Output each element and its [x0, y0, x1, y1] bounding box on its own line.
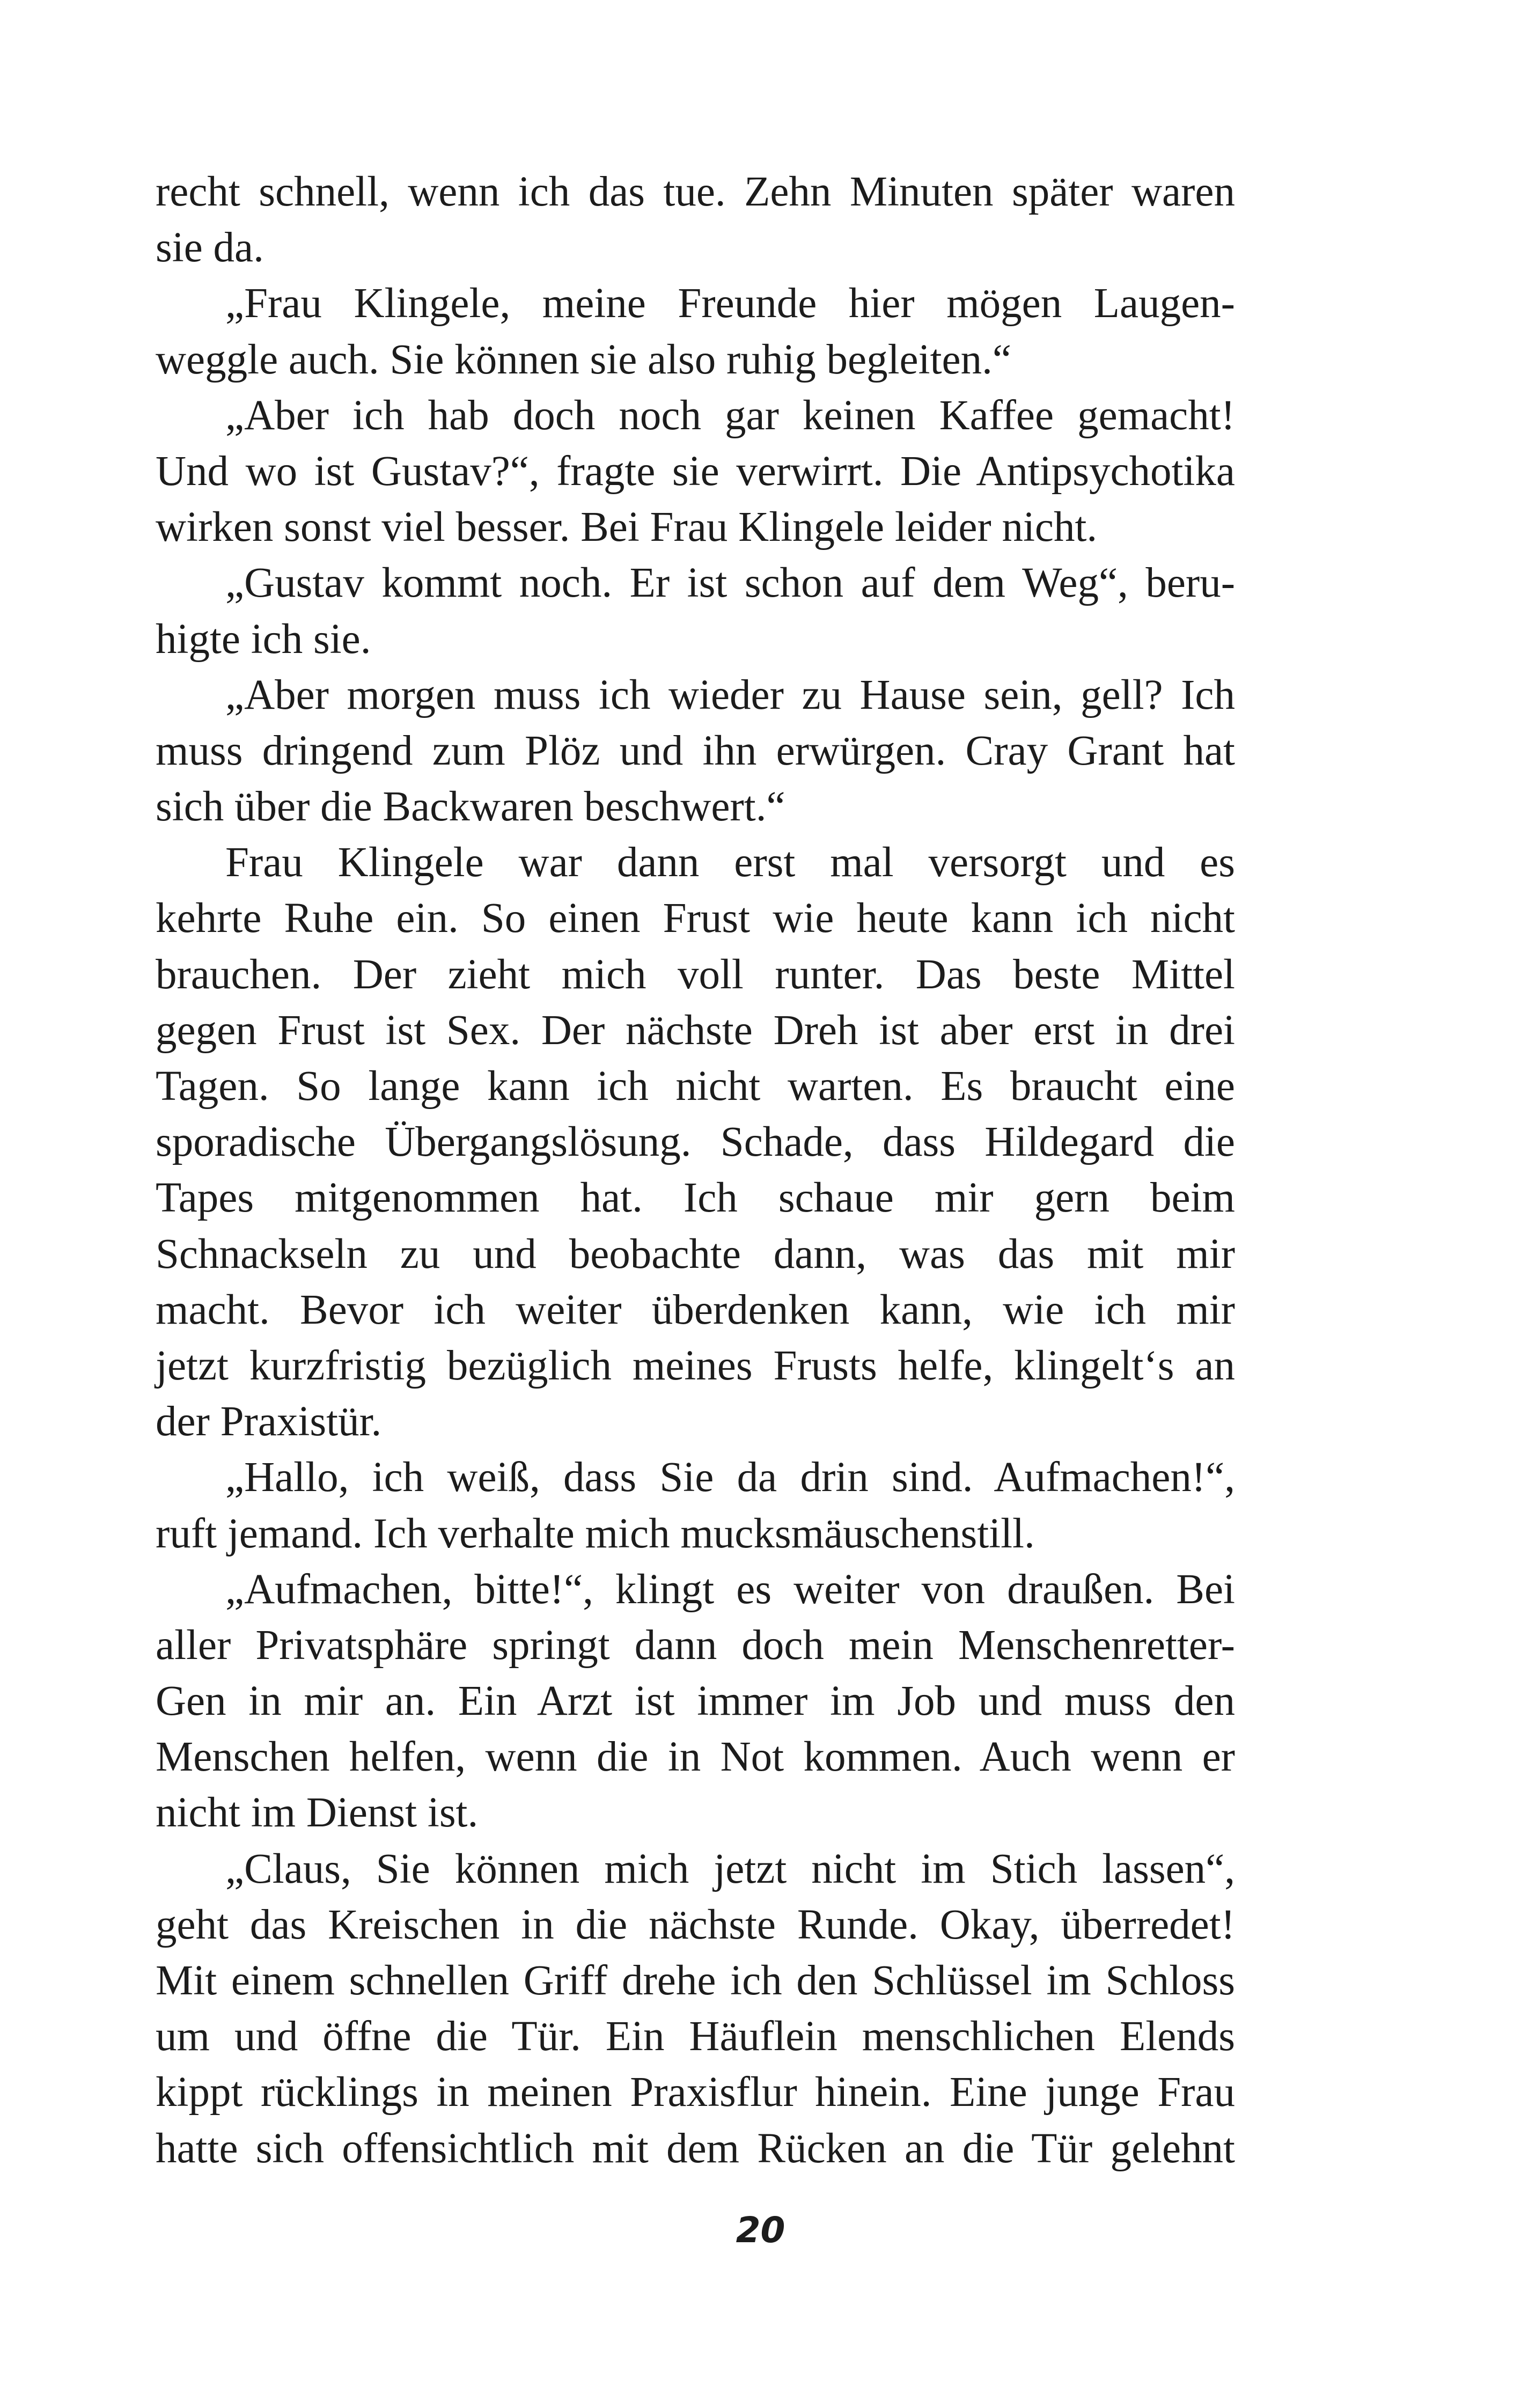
text-line: „Aber morgen muss ich wieder zu Hause sein, gell? Ich — [225, 671, 1235, 718]
text-line: Frau Klingele war dann erst mal versorgt und es — [225, 839, 1235, 886]
text-line: Menschen helfen, wenn die in Not kommen. Auch wenn er — [156, 1734, 1235, 1781]
text-line: sie da. — [156, 224, 264, 271]
text-line: jetzt kurzfristig bezüglich meines Frusts helfe, klingelt‘s an — [156, 1342, 1235, 1389]
text-line: wirken sonst viel besser. Bei Frau Klingele leider nicht. — [156, 504, 1098, 551]
text-line: „Gustav kommt noch. Er ist schon auf dem Weg“, beru- — [225, 560, 1235, 607]
page-number: 20 — [736, 2209, 785, 2251]
text-line: recht schnell, wenn ich das tue. Zehn Minuten später waren — [156, 168, 1235, 215]
text-line: higte ich sie. — [156, 615, 371, 663]
text-line: Schnackseln zu und beobachte dann, was das mit mir — [156, 1230, 1235, 1278]
text-line: Gen in mir an. Ein Arzt ist immer im Job und muss den — [156, 1678, 1235, 1725]
text-line: ruft jemand. Ich verhalte mich mucksmäuschenstill. — [156, 1510, 1035, 1557]
text-line: um und öffne die Tür. Ein Häuflein menschlichen Elends — [156, 2013, 1235, 2060]
text-line: brauchen. Der zieht mich voll runter. Das beste Mittel — [156, 951, 1235, 998]
text-line: geht das Kreischen in die nächste Runde. Okay, überredet! — [156, 1901, 1235, 1948]
text-line: Mit einem schnellen Griff drehe ich den Schlüssel im Schloss — [156, 1957, 1235, 2004]
text-line: kippt rücklings in meinen Praxisflur hinein. Eine junge Frau — [156, 2069, 1235, 2116]
text-line: macht. Bevor ich weiter überdenken kann, wie ich mir — [156, 1286, 1235, 1333]
text-line: gegen Frust ist Sex. Der nächste Dreh ist aber erst in drei — [156, 1007, 1235, 1054]
text-line: hatte sich offensichtlich mit dem Rücken an die Tür gelehnt — [156, 2125, 1235, 2172]
text-line: „Hallo, ich weiß, dass Sie da drin sind. Aufmachen!“, — [225, 1454, 1235, 1501]
text-line: aller Privatsphäre springt dann doch mein Menschenretter- — [156, 1621, 1235, 1669]
text-line: sporadische Übergangslösung. Schade, dass Hildegard die — [156, 1119, 1235, 1166]
text-line: Tapes mitgenommen hat. Ich schaue mir gern beim — [156, 1174, 1235, 1222]
text-line: Tagen. So lange kann ich nicht warten. Es braucht eine — [156, 1063, 1235, 1110]
text-line: kehrte Ruhe ein. So einen Frust wie heute kann ich nicht — [156, 895, 1235, 942]
text-line: der Praxistür. — [156, 1398, 382, 1445]
text-line: „Frau Klingele, meine Freunde hier mögen Laugen- — [225, 280, 1235, 327]
text-line: sich über die Backwaren beschwert.“ — [156, 783, 785, 831]
text-line: Und wo ist Gustav?“, fragte sie verwirrt. Die Antipsychotika — [156, 447, 1235, 495]
text-line: muss dringend zum Plöz und ihn erwürgen. Cray Grant hat — [156, 727, 1235, 774]
text-line: „Aber ich hab doch noch gar keinen Kaffee gemacht! — [225, 392, 1235, 439]
text-line: nicht im Dienst ist. — [156, 1789, 479, 1837]
text-line: weggle auch. Sie können sie also ruhig begleiten.“ — [156, 336, 1011, 383]
body-text — [156, 164, 1235, 2177]
text-line: „Aufmachen, bitte!“, klingt es weiter von draußen. Bei — [225, 1566, 1235, 1613]
text-line: „Claus, Sie können mich jetzt nicht im Stich lassen“, — [225, 1845, 1235, 1892]
